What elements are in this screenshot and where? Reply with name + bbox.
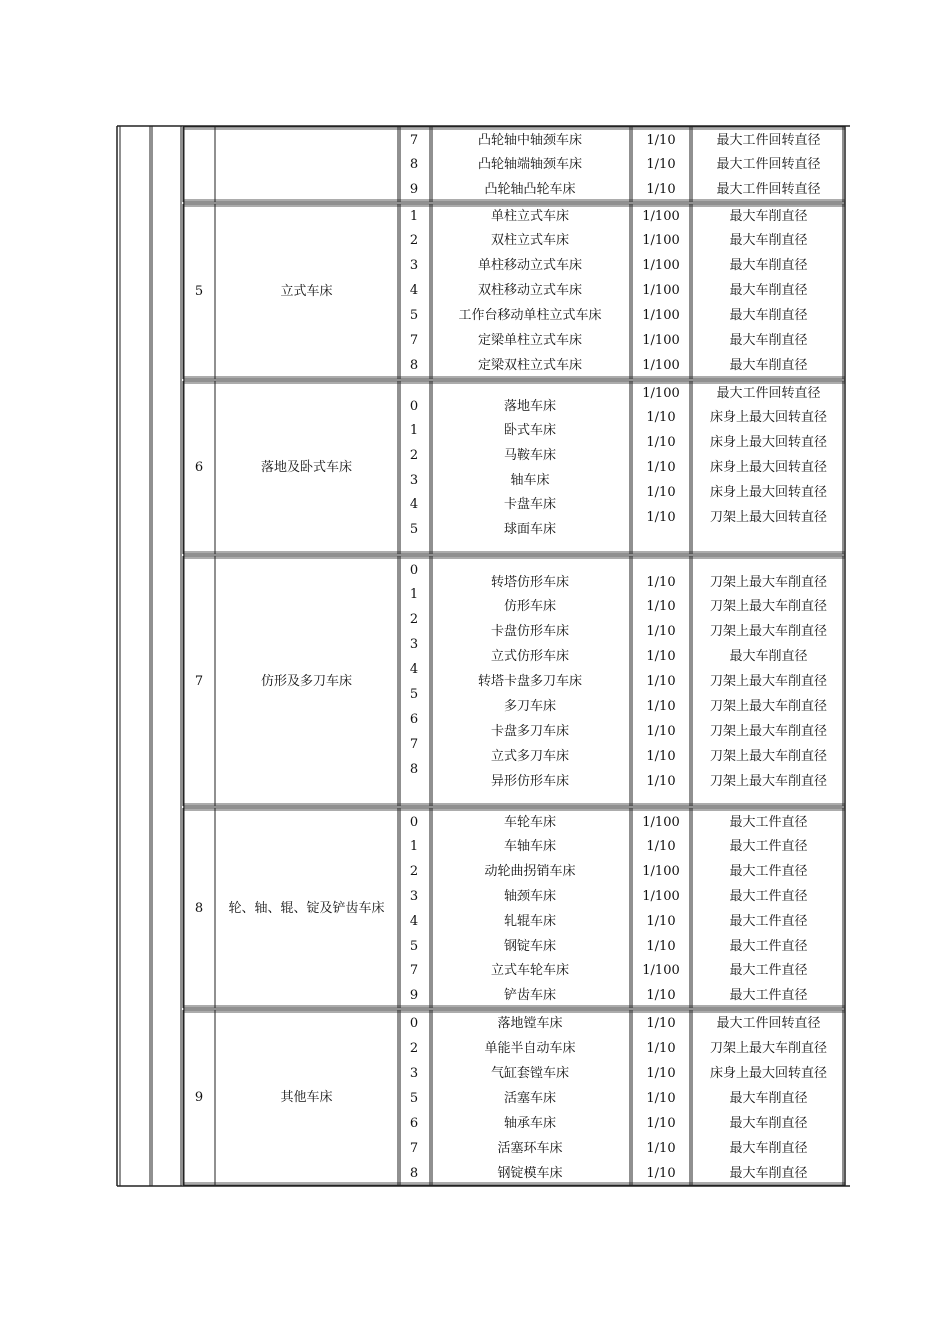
sub-code: 6 (409, 711, 419, 727)
machine-name: 转塔仿形车床 (490, 574, 569, 590)
machine-name: 定梁双柱立式车床 (477, 357, 582, 373)
ratio-value: 1/100 (642, 233, 680, 249)
ratio-value: 1/10 (646, 157, 676, 173)
ratio-value: 1/10 (646, 1115, 676, 1131)
main-parameter: 最大工件直径 (729, 839, 808, 855)
main-parameter: 刀架上最大车削直径 (709, 723, 827, 739)
machine-name: 轴承车床 (503, 1115, 556, 1131)
sub-code: 8 (409, 761, 419, 777)
machine-name: 轴车床 (510, 472, 550, 488)
sub-code: 7 (409, 333, 419, 348)
machine-name: 立式车轮车床 (490, 963, 569, 979)
main-parameter: 最大工件回转直径 (716, 1015, 821, 1031)
sub-code: 7 (409, 1140, 419, 1156)
main-parameter: 最大工件回转直径 (716, 181, 821, 197)
machine-name: 凸轮轴中轴颈车床 (477, 132, 582, 148)
sub-code: 7 (409, 963, 419, 979)
sub-code: 0 (409, 398, 419, 414)
machine-name: 轧辊车床 (503, 913, 556, 929)
main-parameter: 刀架上最大车削直径 (709, 699, 827, 714)
main-parameter: 最大工件直径 (729, 988, 808, 1004)
main-parameter: 床身上最大回转直径 (709, 460, 827, 476)
sub-code: 3 (409, 472, 419, 488)
ratio-value: 1/100 (642, 357, 680, 373)
machine-name: 凸轮轴凸轮车床 (484, 181, 576, 197)
sub-code: 0 (409, 814, 419, 830)
ratio-value: 1/10 (646, 988, 676, 1004)
machine-name: 钢锭车床 (503, 938, 556, 954)
sub-code: 3 (409, 888, 419, 904)
ratio-value: 1/10 (646, 599, 676, 615)
main-parameter: 最大工件直径 (729, 938, 808, 954)
ratio-value: 1/10 (646, 938, 676, 954)
group-code: 8 (194, 900, 204, 916)
ratio-value: 1/10 (646, 1090, 676, 1106)
sub-code: 5 (409, 308, 419, 324)
main-parameter: 最大车削直径 (729, 208, 808, 224)
sub-code: 3 (409, 258, 419, 274)
machine-name: 动轮曲拐销车床 (484, 864, 576, 880)
main-parameter: 最大车削直径 (729, 1140, 808, 1156)
sub-code: 2 (409, 864, 419, 880)
machine-name: 双柱立式车床 (490, 233, 569, 249)
machine-name: 单能半自动车床 (484, 1040, 576, 1056)
ratio-value: 1/10 (646, 181, 676, 197)
main-parameter: 床身上最大回转直径 (709, 410, 827, 426)
main-parameter: 最大工件直径 (729, 814, 808, 830)
sub-code: 4 (409, 283, 419, 299)
ratio-value: 1/100 (642, 864, 680, 880)
ratio-value: 1/100 (642, 283, 680, 299)
main-parameter: 床身上最大回转直径 (709, 1065, 827, 1081)
sub-code: 5 (409, 1090, 419, 1106)
main-parameter: 床身上最大回转直径 (709, 435, 827, 451)
sub-code: 4 (409, 497, 419, 513)
ratio-value: 1/10 (646, 574, 676, 590)
ratio-value: 1/10 (646, 435, 676, 451)
sub-code: 7 (409, 132, 419, 148)
group-name: 落地及卧式车床 (260, 460, 352, 475)
machine-name: 球面车床 (503, 522, 556, 537)
machine-name: 气缸套镗车床 (490, 1065, 569, 1081)
machine-name: 工作台移动单柱立式车床 (458, 308, 602, 324)
sub-code: 5 (409, 522, 419, 537)
ratio-value: 1/100 (642, 888, 680, 904)
sub-code: 2 (409, 447, 419, 463)
ratio-value: 1/10 (646, 1065, 676, 1081)
main-parameter: 最大车削直径 (729, 357, 808, 373)
sub-code: 1 (409, 587, 419, 603)
machine-name: 马鞍车床 (503, 447, 556, 463)
main-parameter: 刀架上最大车削直径 (709, 748, 827, 764)
machine-name: 卡盘多刀车床 (490, 723, 569, 739)
ratio-value: 1/10 (646, 510, 676, 525)
ratio-value: 1/10 (646, 723, 676, 739)
sub-code: 9 (409, 181, 419, 197)
ratio-value: 1/100 (642, 333, 680, 348)
sub-code: 3 (409, 637, 419, 653)
main-parameter: 最大工件回转直径 (716, 157, 821, 173)
sub-code: 6 (409, 1115, 419, 1131)
main-parameter: 最大车削直径 (729, 649, 808, 665)
main-parameter: 最大车削直径 (729, 258, 808, 274)
machine-name: 多刀车床 (503, 699, 556, 714)
machine-name: 卡盘车床 (503, 497, 556, 513)
main-parameter: 最大车削直径 (729, 1090, 808, 1106)
main-parameter: 最大工件回转直径 (716, 132, 821, 148)
ratio-value: 1/10 (646, 649, 676, 665)
ratio-value: 1/100 (642, 385, 680, 401)
ratio-value: 1/100 (642, 814, 680, 830)
machine-name: 活塞车床 (503, 1090, 556, 1106)
main-parameter: 床身上最大回转直径 (709, 485, 827, 501)
ratio-value: 1/100 (642, 258, 680, 274)
main-parameter: 刀架上最大车削直径 (709, 674, 827, 690)
main-parameter: 刀架上最大车削直径 (709, 1040, 827, 1056)
ratio-value: 1/100 (642, 308, 680, 324)
sub-code: 8 (409, 357, 419, 373)
machine-name: 异形仿形车床 (490, 773, 569, 789)
machine-name: 单柱移动立式车床 (477, 258, 582, 274)
machine-name: 卡盘仿形车床 (490, 624, 569, 640)
ratio-value: 1/10 (646, 485, 676, 501)
ratio-value: 1/10 (646, 674, 676, 690)
group-name: 立式车床 (280, 284, 333, 299)
machine-name: 立式仿形车床 (490, 649, 569, 665)
main-parameter: 最大工件直径 (729, 963, 808, 979)
main-parameter: 最大车削直径 (729, 233, 808, 249)
group-name: 仿形及多刀车床 (260, 673, 352, 689)
sub-code: 4 (409, 913, 419, 929)
machine-name: 活塞环车床 (497, 1140, 563, 1156)
sub-code: 0 (409, 562, 419, 578)
sub-code: 2 (409, 1040, 419, 1056)
group-code: 6 (194, 460, 204, 475)
main-parameter: 最大工件直径 (729, 864, 808, 880)
ratio-value: 1/100 (642, 963, 680, 979)
main-parameter: 刀架上最大车削直径 (709, 574, 827, 590)
sub-code: 8 (409, 157, 419, 173)
main-parameter: 最大工件回转直径 (716, 385, 821, 401)
machine-name: 单柱立式车床 (490, 208, 569, 224)
sub-code: 1 (409, 839, 419, 855)
main-parameter: 最大车削直径 (729, 333, 808, 348)
ratio-value: 1/10 (646, 1015, 676, 1031)
machine-name: 转塔卡盘多刀车床 (477, 674, 582, 690)
ratio-value: 1/10 (646, 699, 676, 714)
sub-code: 5 (409, 938, 419, 954)
machine-name: 卧式车床 (503, 423, 556, 439)
ratio-value: 1/10 (646, 1040, 676, 1056)
sub-code: 1 (409, 208, 419, 224)
sub-code: 2 (409, 233, 419, 249)
ratio-value: 1/10 (646, 460, 676, 476)
sub-code: 9 (409, 988, 419, 1004)
ratio-value: 1/10 (646, 773, 676, 789)
machine-name: 铲齿车床 (503, 988, 556, 1004)
sub-code: 7 (409, 736, 419, 752)
sub-code: 4 (409, 662, 419, 678)
ratio-value: 1/10 (646, 839, 676, 855)
main-parameter: 刀架上最大车削直径 (709, 599, 827, 615)
main-parameter: 最大车削直径 (729, 1115, 808, 1131)
machine-name: 定梁单柱立式车床 (477, 333, 582, 348)
sub-code: 0 (409, 1015, 419, 1031)
ratio-value: 1/10 (646, 624, 676, 640)
group-code: 5 (194, 284, 204, 299)
ratio-value: 1/10 (646, 132, 676, 148)
main-parameter: 最大工件直径 (729, 913, 808, 929)
group-code: 7 (194, 673, 204, 689)
ratio-value: 1/10 (646, 410, 676, 426)
ratio-value: 1/10 (646, 748, 676, 764)
ratio-value: 1/10 (646, 1140, 676, 1156)
machine-name: 双柱移动立式车床 (477, 283, 582, 299)
ratio-value: 1/10 (646, 1165, 676, 1181)
machine-name: 落地车床 (503, 398, 556, 414)
sub-code: 3 (409, 1065, 419, 1081)
machine-name: 立式多刀车床 (490, 748, 569, 764)
main-parameter: 最大车削直径 (729, 308, 808, 324)
main-parameter: 最大车削直径 (729, 1165, 808, 1181)
machine-name: 车轴车床 (503, 839, 556, 855)
sub-code: 1 (409, 423, 419, 439)
ratio-value: 1/100 (642, 208, 680, 224)
machine-name: 车轮车床 (503, 814, 556, 830)
main-parameter: 最大车削直径 (729, 283, 808, 299)
machine-name: 仿形车床 (503, 599, 556, 615)
ratio-value: 1/10 (646, 913, 676, 929)
group-code: 9 (194, 1090, 204, 1105)
main-parameter: 刀架上最大车削直径 (709, 624, 827, 640)
machine-name: 落地镗车床 (497, 1015, 563, 1031)
machine-name: 钢锭模车床 (497, 1165, 563, 1181)
sub-code: 8 (409, 1165, 419, 1181)
group-name: 轮、轴、辊、锭及铲齿车床 (228, 900, 385, 916)
main-parameter: 刀架上最大回转直径 (709, 510, 827, 525)
main-parameter: 最大工件直径 (729, 888, 808, 904)
machine-name: 轴颈车床 (503, 888, 556, 904)
main-parameter: 刀架上最大车削直径 (709, 773, 827, 789)
sub-code: 2 (409, 612, 419, 628)
machine-name: 凸轮轴端轴颈车床 (477, 157, 582, 173)
sub-code: 5 (409, 687, 419, 702)
group-name: 其他车床 (280, 1090, 333, 1105)
